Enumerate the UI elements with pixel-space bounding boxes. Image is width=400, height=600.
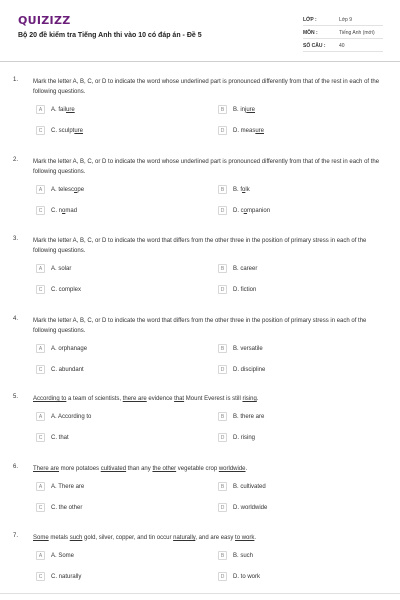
option-a[interactable] (36, 343, 87, 354)
option-c[interactable] (36, 205, 77, 216)
text-segment: . (245, 466, 248, 472)
option-text (51, 107, 75, 113)
text-segment: lk (245, 186, 250, 193)
text-segment: . (256, 396, 259, 402)
text-segment: B. cultivated (233, 483, 266, 490)
option-letter-box[interactable]: D (218, 365, 227, 374)
option-d[interactable] (218, 284, 256, 295)
option-text (233, 414, 264, 420)
option-letter-box[interactable]: D (218, 572, 227, 581)
option-letter-box[interactable]: C (36, 503, 45, 512)
option-text (51, 553, 74, 559)
meta-value: Lớp 9 (339, 16, 353, 23)
question-text (33, 236, 388, 256)
option-a[interactable] (36, 104, 75, 115)
option-text (51, 128, 83, 134)
option-c[interactable] (36, 502, 82, 513)
option-c[interactable] (36, 432, 69, 443)
text-segment: than any (126, 466, 153, 472)
option-letter-box[interactable]: C (36, 365, 45, 374)
meta-row-subject (303, 27, 383, 39)
option-text (233, 505, 267, 511)
text-segment: D. to work (233, 573, 261, 580)
worksheet-meta (303, 14, 383, 53)
text-segment: A. solar (51, 265, 72, 272)
option-b[interactable] (218, 184, 250, 195)
option-text (233, 208, 270, 214)
option-b[interactable] (218, 481, 266, 492)
text-segment: vegetable crop (176, 466, 219, 472)
option-d[interactable] (218, 125, 264, 136)
text-segment: Mount Everest is still (184, 396, 243, 402)
text-segment: pe (77, 186, 85, 193)
underlined-text: naturally (173, 535, 196, 541)
quizizz-logo[interactable]: QUIZIZZ (18, 14, 71, 27)
option-letter-box[interactable]: A (36, 412, 45, 421)
underlined-text: the other (152, 466, 177, 472)
option-text (233, 574, 260, 580)
page-bottom-divider (0, 593, 400, 594)
text-segment: mad (65, 207, 78, 214)
text-segment: Mark the letter A, B, C, or D to indicate the word whose underlined part is pronounced differently from that of the rest in each of the following questions. (33, 79, 380, 95)
question-number: 2. (13, 157, 19, 163)
text-segment: D. c (233, 207, 244, 214)
option-text (233, 346, 263, 352)
option-letter-box[interactable]: D (218, 206, 227, 215)
text-segment: A. orphanage (51, 345, 88, 352)
option-letter-box[interactable]: C (36, 433, 45, 442)
option-d[interactable] (218, 432, 255, 443)
option-b[interactable] (218, 263, 257, 274)
question-number: 1. (13, 77, 19, 83)
meta-value: 40 (339, 42, 345, 49)
text-segment: C. the other (51, 504, 83, 511)
option-text (233, 287, 256, 293)
option-b[interactable] (218, 343, 263, 354)
meta-label: MÔN : (303, 29, 318, 36)
option-a[interactable] (36, 411, 91, 422)
text-segment: A. Some (51, 552, 75, 559)
text-segment: C. naturally (51, 573, 82, 580)
text-segment: B. inj (233, 106, 247, 113)
underlined-text: cultivated (100, 466, 127, 472)
meta-row-question-count (303, 40, 383, 52)
option-a[interactable] (36, 550, 74, 561)
option-letter-box[interactable]: B (218, 551, 227, 560)
text-segment: D. meas (233, 127, 256, 134)
question-text (33, 316, 388, 336)
option-letter-box[interactable]: A (36, 105, 45, 114)
text-segment: B. there are (233, 413, 265, 420)
text-segment: Mark the letter A, B, C, or D to indicate the word whose underlined part is pronounced differently from that of the rest in each of the following questions. (33, 159, 380, 175)
option-text (233, 435, 255, 441)
option-c[interactable] (36, 284, 81, 295)
option-d[interactable] (218, 502, 267, 513)
underlined-text: There are (33, 466, 60, 472)
option-text (51, 266, 71, 272)
underlined-text: such (69, 535, 83, 541)
option-text (233, 187, 250, 193)
option-letter-box[interactable]: B (218, 344, 227, 353)
page-title: Bộ 20 đề kiểm tra Tiếng Anh thi vào 10 có đáp án - Đề 5 (18, 32, 202, 39)
question-number: 7. (13, 533, 19, 539)
option-text (233, 107, 255, 113)
text-segment: D. rising (233, 434, 256, 441)
text-segment: D. fiction (233, 286, 257, 293)
text-segment: evidence (146, 396, 175, 402)
option-text (233, 553, 253, 559)
option-text (233, 128, 264, 134)
underlined-text: o (242, 186, 246, 193)
text-segment: C. abundant (51, 366, 84, 373)
text-segment: D. discipline (233, 366, 266, 373)
text-segment: , and are easy (195, 535, 236, 541)
text-segment: C. sculpt (51, 127, 75, 134)
option-letter-box[interactable]: A (36, 185, 45, 194)
option-letter-box[interactable]: B (218, 264, 227, 273)
option-c[interactable] (36, 364, 84, 375)
option-letter-box[interactable]: A (36, 264, 45, 273)
question-text (33, 77, 388, 97)
option-letter-box[interactable]: B (218, 105, 227, 114)
text-segment: mpanion (247, 207, 271, 214)
question-text (33, 394, 388, 404)
option-letter-box[interactable]: D (218, 285, 227, 294)
option-letter-box[interactable]: A (36, 344, 45, 353)
text-segment: Mark the letter A, B, C, or D to indicate the word that differs from the other three in the position of primary stress in each of the following questions. (33, 318, 367, 334)
text-segment: A. According to (51, 413, 92, 420)
option-d[interactable] (218, 364, 265, 375)
underlined-text: o (74, 186, 78, 193)
text-segment: D. worldwide (233, 504, 268, 511)
option-letter-box[interactable]: D (218, 503, 227, 512)
text-segment: B. versatile (233, 345, 263, 352)
option-text (51, 346, 87, 352)
option-letter-box[interactable]: B (218, 482, 227, 491)
text-segment: B. such (233, 552, 254, 559)
option-letter-box[interactable]: C (36, 285, 45, 294)
text-segment: more potatoes (59, 466, 101, 472)
text-segment: gold, silver, copper, and tin occur (82, 535, 174, 541)
option-text (51, 287, 81, 293)
option-letter-box[interactable]: C (36, 126, 45, 135)
option-letter-box[interactable]: C (36, 206, 45, 215)
option-text (51, 414, 91, 420)
text-segment: C. n (51, 207, 63, 214)
text-segment: metals (48, 535, 70, 541)
text-segment: A. fail (51, 106, 67, 113)
meta-value: Tiếng Anh (mới) (339, 29, 375, 36)
option-d[interactable] (218, 205, 270, 216)
underlined-text: rising (242, 396, 257, 402)
option-text (51, 367, 84, 373)
option-letter-box[interactable]: D (218, 433, 227, 442)
text-segment: C. complex (51, 286, 82, 293)
text-segment: B. career (233, 265, 258, 272)
question-text (33, 464, 388, 474)
underlined-text: According to (33, 396, 67, 402)
option-b[interactable] (218, 411, 264, 422)
option-text (233, 367, 265, 373)
question-text (33, 533, 388, 543)
question-number: 3. (13, 236, 19, 242)
option-text (51, 435, 69, 441)
option-a[interactable] (36, 184, 84, 195)
option-c[interactable] (36, 571, 81, 582)
option-text (233, 484, 266, 490)
question-number: 5. (13, 394, 19, 400)
option-text (233, 266, 257, 272)
underlined-text: there are (122, 396, 147, 402)
option-letter-box[interactable]: A (36, 482, 45, 491)
underlined-text: Some (33, 535, 49, 541)
question-text (33, 157, 388, 177)
option-text (51, 505, 82, 511)
option-text (51, 484, 84, 490)
underlined-text: o (243, 207, 248, 214)
underlined-text: ure (74, 127, 84, 134)
text-segment: A. There are (51, 483, 85, 490)
text-segment: Mark the letter A, B, C, or D to indicate the word that differs from the other three in the position of primary stress in each of the following questions. (33, 238, 367, 254)
option-text (51, 574, 81, 580)
underlined-text: ure (66, 106, 75, 113)
underlined-text: ure (246, 106, 256, 113)
text-segment: . (254, 535, 257, 541)
option-text (51, 187, 84, 193)
option-b[interactable] (218, 550, 253, 561)
option-letter-box[interactable]: B (218, 412, 227, 421)
text-segment: B. f (233, 186, 243, 193)
meta-label: SỐ CÂU : (303, 42, 326, 49)
option-b[interactable] (218, 104, 255, 115)
worksheet-header (0, 0, 400, 62)
underlined-text: worldwide (218, 466, 246, 472)
text-segment: C. that (51, 434, 69, 441)
option-letter-box[interactable]: B (218, 185, 227, 194)
underlined-text: ure (255, 127, 265, 134)
underlined-text: that (174, 396, 185, 402)
option-letter-box[interactable]: D (218, 126, 227, 135)
option-c[interactable] (36, 125, 83, 136)
question-number: 4. (13, 316, 19, 322)
meta-row-class (303, 14, 383, 26)
option-letter-box[interactable]: C (36, 572, 45, 581)
text-segment: a team of scientists, (66, 396, 123, 402)
text-segment: A. telesc (51, 186, 75, 193)
option-text (51, 208, 77, 214)
meta-label: LỚP : (303, 16, 317, 23)
underlined-text: o (62, 207, 66, 214)
option-a[interactable] (36, 263, 71, 274)
question-number: 6. (13, 464, 19, 470)
option-letter-box[interactable]: A (36, 551, 45, 560)
underlined-text: to work (235, 535, 255, 541)
option-d[interactable] (218, 571, 260, 582)
option-a[interactable] (36, 481, 84, 492)
